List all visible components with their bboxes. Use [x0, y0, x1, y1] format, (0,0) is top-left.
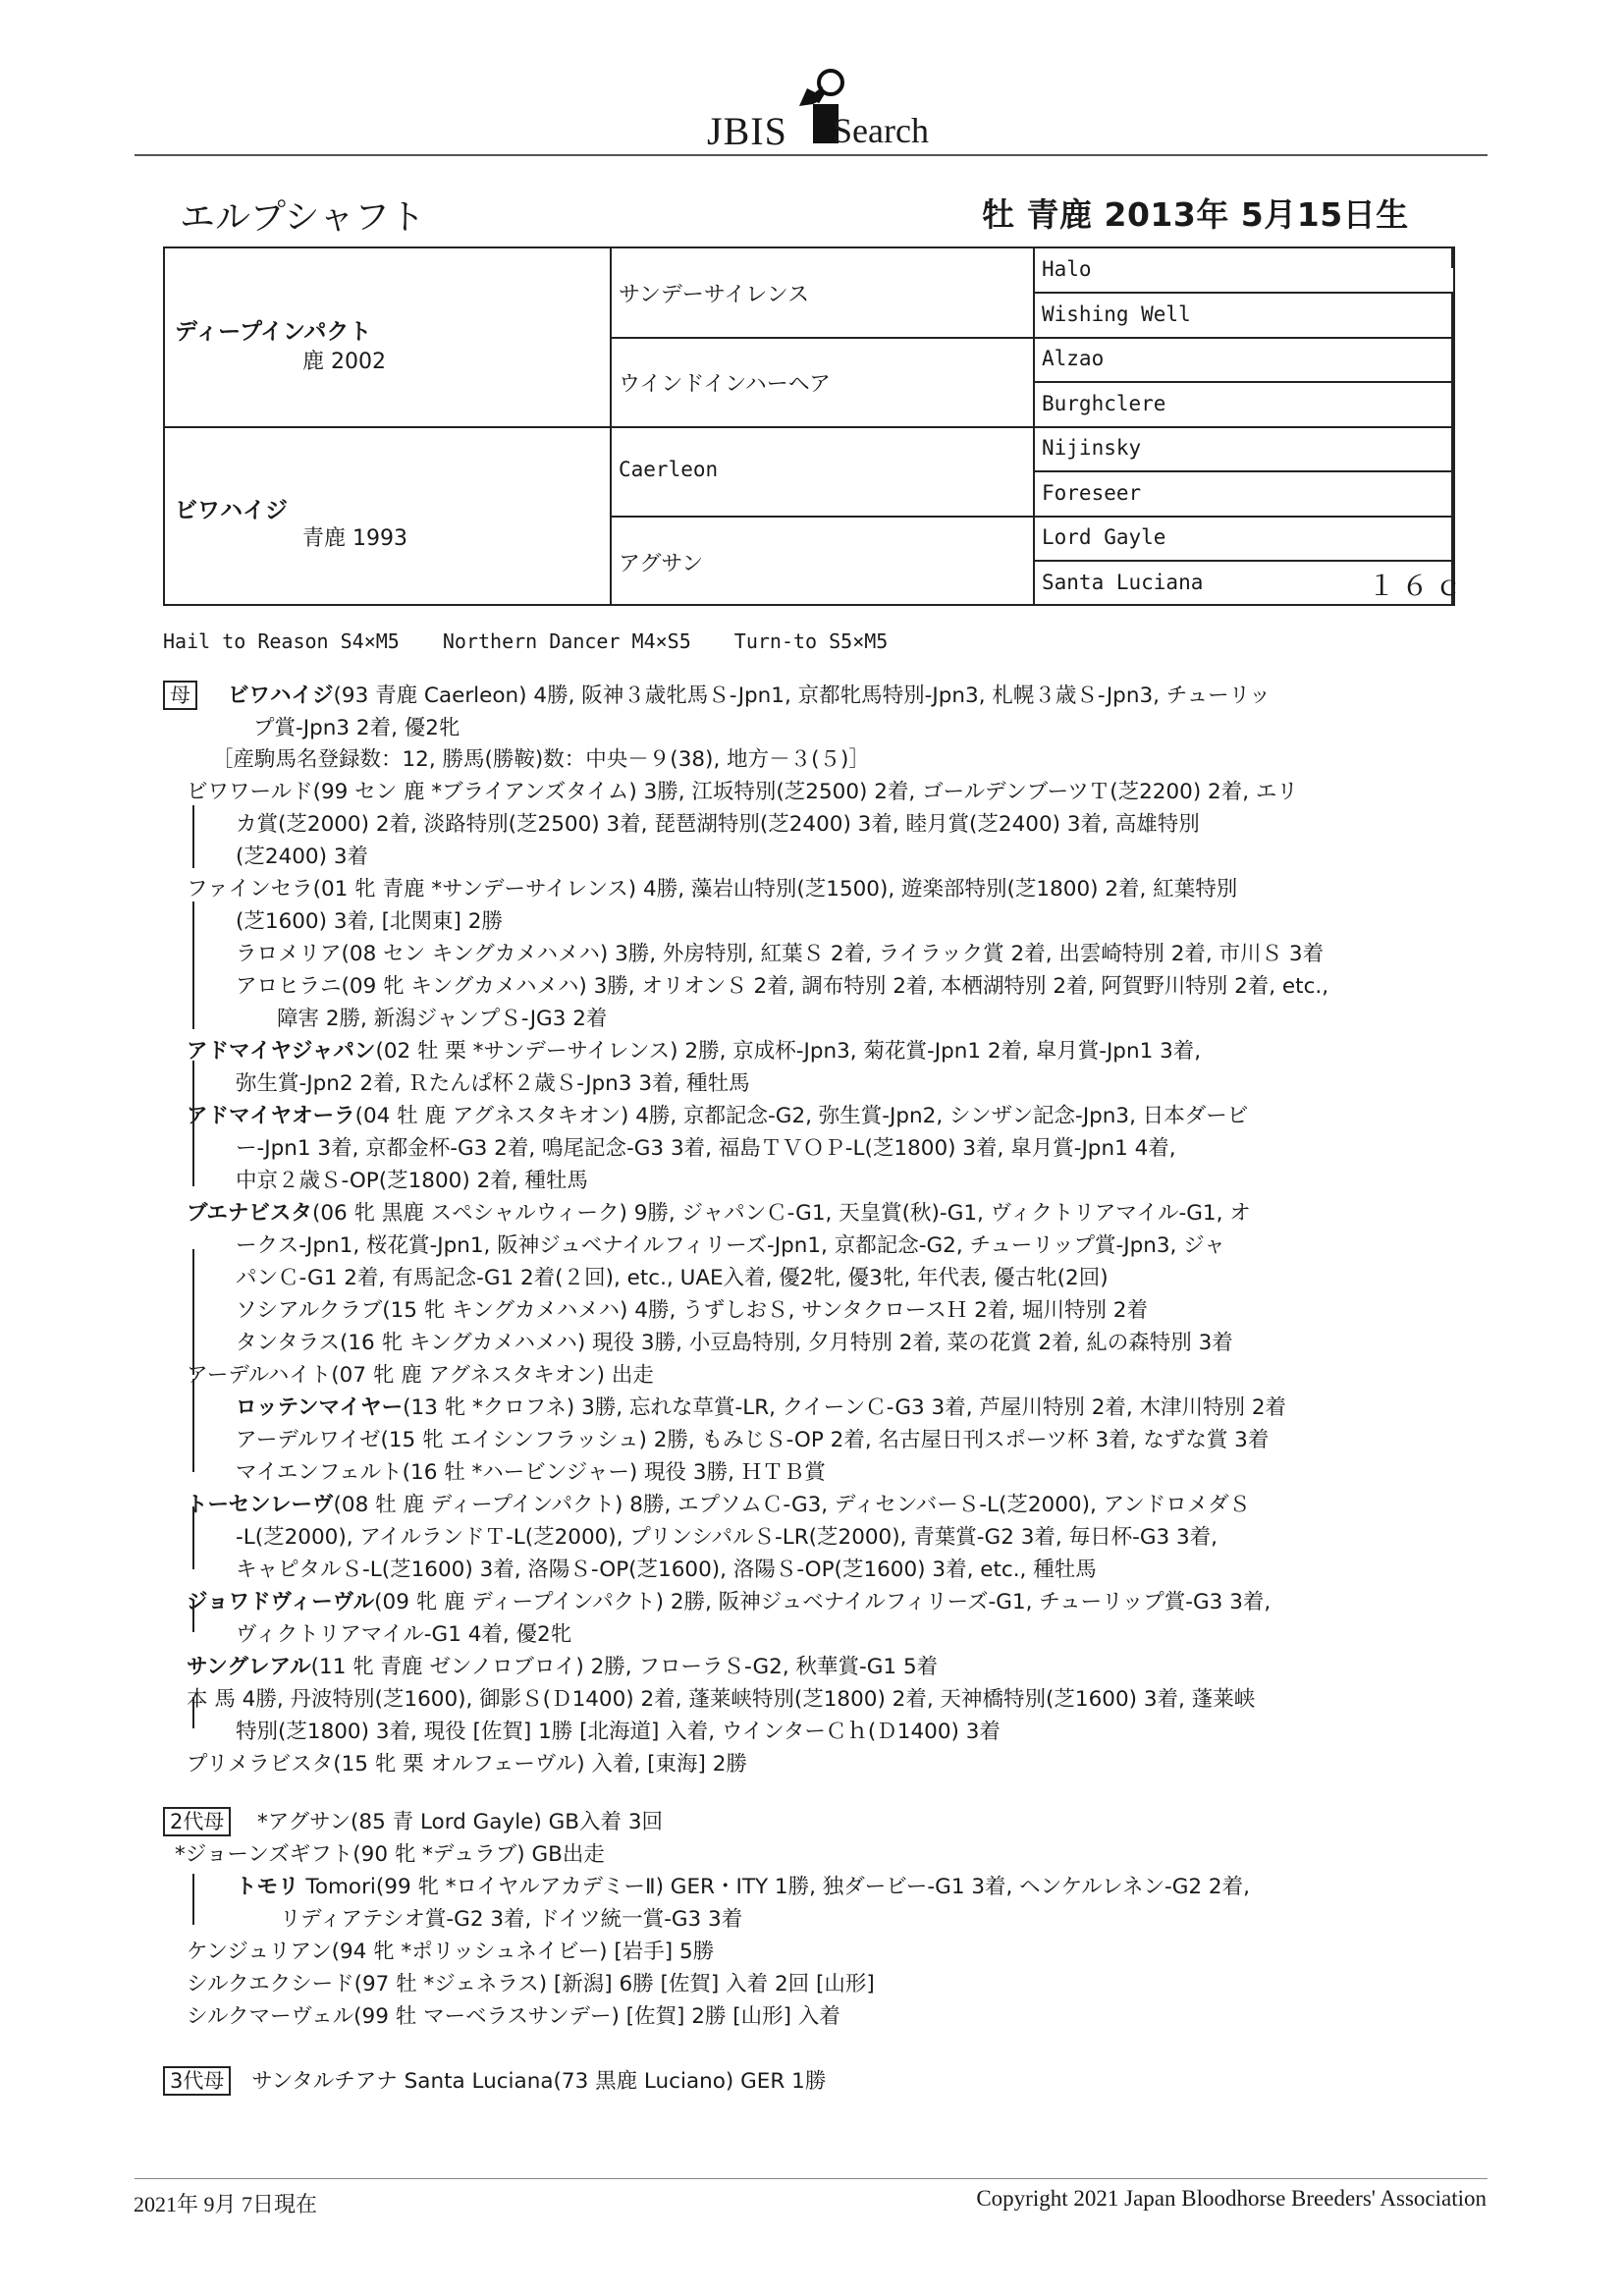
pedigree-gen2-4: アグサン — [619, 552, 704, 576]
footer-date: 2021年 9月 7日現在 — [134, 2192, 318, 2216]
pedigree-gen3-1: Halo — [1042, 257, 1092, 281]
header-rule — [135, 154, 1488, 156]
pedigree-gen3-2: Wishing Well — [1042, 302, 1191, 326]
second-dam-line-text: *ジョーンズギフト(90 牝 *デュラブ) GB出走 — [175, 1842, 605, 1867]
dam-line — [187, 1197, 1251, 1230]
dam-line-text: -L(芝2000), アイルランドＴ-L(芝2000), プリンシパルＳ-LR(芝2000), 青葉賞-G2 3着, 毎日杯-G3 3着, — [236, 1525, 1218, 1550]
progeny-name-bold: アドマイヤオーラ — [187, 1104, 355, 1128]
dam-line — [236, 970, 1328, 1003]
second-dam-line — [236, 1871, 1250, 1903]
pedigree-table — [163, 246, 1469, 606]
dam-line-text: (芝2400) 3着 — [236, 845, 369, 869]
second-dam-line-text: Tomori(99 牝 *ロイヤルアカデミーⅡ) GER・ITY 1勝, 独ダービー-G1 3着, ヘンケルレネン-G2 2着, — [298, 1875, 1250, 1899]
dam-line-text: アーデルハイト(07 牝 鹿 アグネスタキオン) 出走 — [187, 1363, 654, 1388]
dam-line-text: タンタラス(16 牝 キングカメハメハ) 現役 3勝, 小豆島特別, 夕月特別 2着, 菜の花賞 2着, 糺の森特別 3着 — [236, 1331, 1233, 1355]
second-dam-line — [257, 1806, 663, 1838]
dam-line-text: ビワワールド(99 セン 鹿 *ブライアンズタイム) 3勝, 江坂特別(芝2500) 2着, ゴールデンブーツＴ(芝2200) 2着, エリ — [187, 780, 1298, 804]
second-dam-label: 2代母 — [163, 1806, 244, 1838]
dam-line-text: 中京２歳Ｓ-OP(芝1800) 2着, 種牡馬 — [236, 1169, 588, 1193]
progeny-bar — [192, 1061, 194, 1186]
progeny-name-bold: ロッテンマイヤー — [236, 1395, 404, 1420]
inbreeding-item: Turn-to S5×M5 — [733, 629, 889, 653]
dam-line-text: (04 牡 鹿 アグネスタキオン) 4勝, 京都記念-G2, 弥生賞-Jpn2, シンザン記念-Jpn3, 日本ダービ — [354, 1104, 1249, 1128]
dam-line — [187, 1651, 938, 1683]
dam-line-text: (93 青鹿 Caerleon) 4勝, 阪神３歳牝馬Ｓ-Jpn1, 京都牝馬特別-Jpn3, 札幌３歳Ｓ-Jpn3, チューリッ — [333, 683, 1271, 708]
dam-line — [236, 938, 1324, 970]
jbis-search-logo — [707, 61, 943, 153]
second-dam-line-text: シルクマーヴェル(99 牡 マーベラスサンデー) [佐賀] 2勝 [山形] 入着 — [187, 2004, 840, 2029]
footer-rule — [135, 2178, 1488, 2179]
dam-line — [187, 1683, 1255, 1716]
dam-line-text: 障害 2勝, 新潟ジャンプＳ-JG3 2着 — [277, 1007, 608, 1031]
dam-line — [187, 873, 1237, 905]
dam-line — [187, 776, 1298, 808]
pedigree-gen3-5: Nijinsky — [1042, 436, 1142, 460]
progeny-bar — [192, 1697, 194, 1728]
dam-line-text: ークス-Jpn1, 桜花賞-Jpn1, 阪神ジュベナイルフィリーズ-Jpn1, 京都記念-G2, チューリップ賞-Jpn3, ジャ — [236, 1233, 1225, 1258]
dam-line — [187, 1035, 1201, 1067]
progeny-name-bold: ブエナビスタ — [187, 1201, 312, 1226]
dam-line-text: (09 牝 鹿 ディープインパクト) 2勝, 阪神ジュベナイルフィリーズ-G1, チューリップ賞-G3 3着, — [374, 1590, 1272, 1614]
dam-line — [236, 1618, 571, 1651]
progeny-name-bold: サングレアル — [187, 1655, 311, 1679]
dam-line-text: (08 牡 鹿 ディープインパクト) 8勝, エプソムＣ-G3, ディセンバーＳ-L(芝2000), アンドロメダＳ — [333, 1493, 1251, 1517]
second-dam-line-text: シルクエクシード(97 牡 *ジェネラス) [新潟] 6勝 [佐賀] 入着 2回 [山形] — [187, 1972, 875, 1996]
dam-line — [236, 1327, 1233, 1359]
second-dam-line-text: リディアテシオ賞-G2 3着, ドイツ統一賞-G3 3着 — [280, 1907, 743, 1932]
dam-line-text: プ賞-Jpn3 2着, 優2牝 — [253, 716, 460, 740]
dam-line-text: パンＣ-G1 2着, 有馬記念-G1 2着(２回), etc., UAE入着, 優2牝, 優3牝, 年代表, 優古牝(2回) — [236, 1266, 1109, 1290]
dam-line — [253, 712, 460, 744]
pedigree-gen2-2: ウインドインハーヘア — [619, 372, 832, 397]
dam-line-text: ラロメリア(08 セン キングカメハメハ) 3勝, 外房特別, 紅葉Ｓ 2着, ライラック賞 2着, 出雲崎特別 2着, 市川Ｓ 3着 — [236, 942, 1325, 966]
second-dam-line-text: *アグサン(85 青 Lord Gayle) GB入着 3回 — [257, 1810, 664, 1834]
logo-jbis-text: JBIS — [707, 109, 787, 153]
progeny-bar — [192, 1506, 194, 1569]
progeny-bar — [192, 902, 194, 1029]
sire-name: ディープインパクト — [175, 319, 372, 345]
dam-line — [236, 841, 368, 873]
dam-line — [236, 1165, 588, 1197]
progeny-bar — [192, 1601, 194, 1632]
progeny-bar — [192, 1874, 194, 1925]
dam-line-text: アーデルワイゼ(15 牝 エイシンフラッシュ) 2勝, もみじＳ-OP 2着, 名古屋日刊スポーツ杯 3着, なずな賞 3着 — [236, 1428, 1270, 1452]
inbreeding-line — [163, 629, 919, 653]
horse-name: エルプシャフト — [180, 197, 425, 238]
dam-line-text: ［産駒馬名登録数：12, 勝馬(勝鞍)数：中央－９(38), 地方－３(５)］ — [212, 747, 870, 772]
dam-line-text: 弥生賞-Jpn2 2着, Ｒたんぱ杯２歳Ｓ-Jpn3 3着, 種牡馬 — [236, 1071, 750, 1096]
dam-line-text: (06 牝 黒鹿 スペシャルウィーク) 9勝, ジャパンＣ-G1, 天皇賞(秋)-G1, ヴィクトリアマイル-G1, オ — [311, 1201, 1251, 1226]
dam-line — [236, 905, 503, 938]
pedigree-gen3-4: Burghclere — [1042, 392, 1166, 415]
dam-line — [236, 1392, 1286, 1424]
dam-line — [187, 1489, 1250, 1521]
dam-line-text: ソシアルクラブ(15 牝 キングカメハメハ) 4勝, うずしおＳ, サンタクロースＨ 2着, 堀川特別 2着 — [236, 1298, 1148, 1323]
dam-line — [187, 1359, 654, 1392]
dam-line-text: プリメラビスタ(15 牝 栗 オルフェーヴル) 入着, [東海] 2勝 — [187, 1752, 747, 1777]
pedigree-gen3-6: Foreseer — [1042, 481, 1142, 505]
dam-line — [236, 1424, 1269, 1456]
dam-line-text: (13 牝 *クロフネ) 3勝, 忘れな草賞-LR, クイーンＣ-G3 3着, 芦屋川特別 2着, 木津川特別 2着 — [403, 1395, 1287, 1420]
dam-name: ビワハイジ — [175, 498, 288, 523]
progeny-name-bold: トーセンレーヴ — [187, 1493, 334, 1517]
progeny-name-bold: アドマイヤジャパン — [187, 1039, 376, 1064]
sire-detail: 鹿 2002 — [302, 350, 386, 374]
third-dam-row — [163, 2065, 826, 2098]
progeny-name-bold: ジョワドヴィーヴル — [187, 1590, 375, 1614]
footer-copyright: Copyright 2021 Japan Bloodhorse Breeders' Association — [976, 2186, 1487, 2211]
second-dam-line — [187, 1968, 875, 2000]
family-number: １６ｃ — [1368, 570, 1469, 602]
pedigree-gen3-8: Santa Luciana — [1042, 571, 1204, 594]
dam-line — [187, 1586, 1271, 1618]
dam-line — [236, 1456, 826, 1489]
dam-line-text: ファインセラ(01 牝 青鹿 *サンデーサイレンス) 4勝, 藻岩山特別(芝1500), 遊楽部特別(芝1800) 2着, 紅葉特別 — [187, 877, 1238, 902]
second-dam-line — [175, 1838, 605, 1871]
dam-line — [236, 1262, 1109, 1294]
dam-line-text: (芝1600) 3着, [北関東] 2勝 — [236, 909, 503, 934]
dam-line-text: キャピタルＳ-L(芝1600) 3着, 洛陽Ｓ-OP(芝1600), 洛陽Ｓ-OP(芝1600) 3着, etc., 種牡馬 — [236, 1558, 1097, 1582]
logo-search-text: Search — [833, 111, 929, 150]
dam-line — [228, 680, 1271, 712]
dam-line-text: カ賞(芝2000) 2着, 淡路特別(芝2500) 3着, 琵琶湖特別(芝2400) 3着, 睦月賞(芝2400) 3着, 高雄特別 — [236, 812, 1200, 837]
pedigree-gen2-3: Caerleon — [619, 458, 719, 481]
dam-line-text: ー-Jpn1 3着, 京都金杯-G3 2着, 鳴尾記念-G3 3着, 福島ＴＶＯＰ-L(芝1800) 3着, 皐月賞-Jpn1 4着, — [236, 1136, 1176, 1161]
dam-line — [236, 1716, 1001, 1748]
progeny-bar — [192, 1379, 194, 1472]
progeny-bar — [192, 805, 194, 868]
dam-line-text: ヴィクトリアマイル-G1 4着, 優2牝 — [236, 1622, 572, 1647]
third-dam-label: 3代母 — [163, 2066, 231, 2096]
third-dam-text: サンタルチアナ Santa Luciana(73 黒鹿 Luciano) GER 1勝 — [251, 2069, 827, 2094]
dam-section-label: 母 — [163, 680, 211, 712]
dam-line-text: (02 牡 栗 *サンデーサイレンス) 2勝, 京成杯-Jpn3, 菊花賞-Jpn1 2着, 皐月賞-Jpn1 3着, — [375, 1039, 1202, 1064]
inbreeding-item: Hail to Reason S4×M5 — [163, 629, 400, 653]
pedigree-gen3-3: Alzao — [1042, 347, 1105, 370]
dam-line — [187, 1748, 747, 1780]
second-dam-line-text: ケンジュリアン(94 牝 *ポリッシュネイビー) [岩手] 5勝 — [187, 1940, 715, 1964]
dam-line — [212, 743, 870, 776]
dam-line — [277, 1003, 607, 1035]
pedigree-gen3-7: Lord Gayle — [1042, 525, 1166, 549]
dam-line-text: 特別(芝1800) 3着, 現役 [佐賀] 1勝 [北海道] 入着, ウインターＣｈ(Ｄ1400) 3着 — [236, 1720, 1001, 1744]
pedigree-gen2-1: サンデーサイレンス — [619, 283, 810, 307]
dam-line — [187, 1100, 1248, 1132]
progeny-name-bold: トモリ — [236, 1875, 299, 1899]
dam-detail: 青鹿 1993 — [302, 526, 407, 551]
inbreeding-item: Northern Dancer M4×S5 — [442, 629, 691, 653]
progeny-name-bold: ビワハイジ — [228, 683, 334, 708]
dam-line — [236, 1554, 1097, 1586]
dam-line-text: 本 馬 4勝, 丹波特別(芝1600), 御影Ｓ(Ｄ1400) 2着, 蓬莱峡特別(芝1800) 2着, 天神橋特別(芝1600) 3着, 蓬莱峡 — [187, 1687, 1256, 1712]
dam-line — [236, 1521, 1218, 1554]
dam-line — [236, 1132, 1176, 1165]
horse-info: 牡 青鹿 2013年 5月15日生 — [982, 195, 1409, 234]
dam-line-text: マイエンフェルト(16 牡 *ハービンジャー) 現役 3勝, ＨＴＢ賞 — [236, 1460, 826, 1485]
dam-line — [236, 1230, 1225, 1262]
second-dam-line — [187, 1936, 714, 1968]
second-dam-line — [187, 2000, 840, 2033]
dam-line — [236, 808, 1200, 841]
dam-line-text: (11 牝 青鹿 ゼンノロブロイ) 2勝, フローラＳ-G2, 秋華賞-G1 5着 — [310, 1655, 939, 1679]
progeny-bar — [192, 1249, 194, 1375]
dam-line — [236, 1294, 1148, 1327]
second-dam-line — [280, 1903, 742, 1936]
dam-line-text: アロヒラニ(09 牝 キングカメハメハ) 3勝, オリオンＳ 2着, 調布特別 2着, 本栖湖特別 2着, 阿賀野川特別 2着, etc., — [236, 974, 1329, 999]
dam-line — [236, 1067, 750, 1100]
